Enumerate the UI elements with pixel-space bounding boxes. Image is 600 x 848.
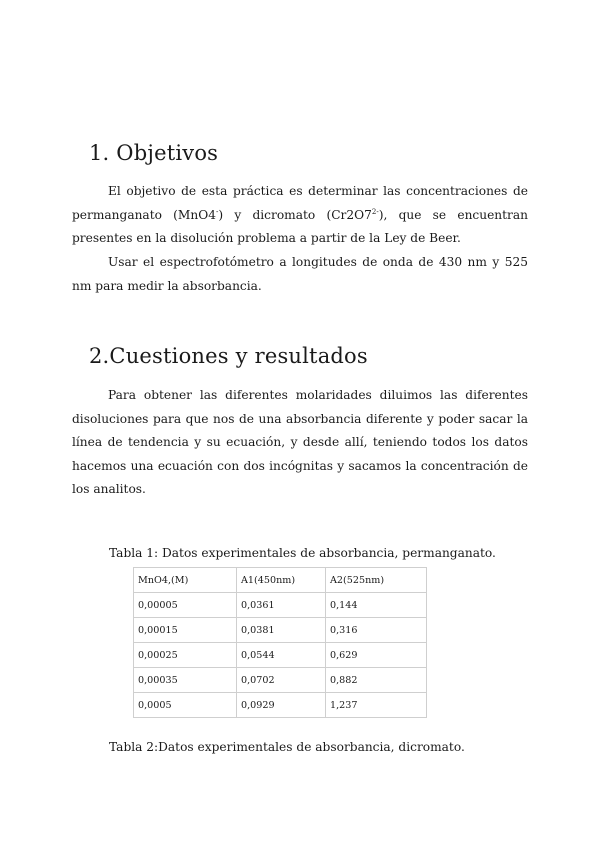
paragraph-text: ) y dicromato (Cr2O7 <box>218 207 372 222</box>
table-row <box>134 643 427 668</box>
table-cell: 0,629 <box>326 643 427 668</box>
table-cell: 0,0381 <box>237 618 326 643</box>
table-row <box>134 693 427 718</box>
table-cell: 0,882 <box>326 668 427 693</box>
table-cell: 0,00005 <box>134 593 237 618</box>
table-cell: 0,00025 <box>134 643 237 668</box>
table-cell: 0,0005 <box>134 693 237 718</box>
objetivos-paragraph-1 <box>72 180 528 251</box>
table2-caption: Tabla 2:Datos experimentales de absorbancia, dicromato. <box>109 740 465 754</box>
table-cell: 0,0361 <box>237 593 326 618</box>
objetivos-paragraph-2: Usar el espectrofotómetro a longitudes de onda de 430 nm y 525 nm para medir la absorbancia. <box>72 255 528 293</box>
table-row <box>134 593 427 618</box>
table-header-cell: A1(450nm) <box>237 568 326 593</box>
table-cell: 1,237 <box>326 693 427 718</box>
table-row <box>134 618 427 643</box>
table-cell: 0,00035 <box>134 668 237 693</box>
section-title-objetivos: 1. Objetivos <box>89 141 219 165</box>
table-cell: 0,316 <box>326 618 427 643</box>
table-header-cell: MnO4,(M) <box>134 568 237 593</box>
table-cell: 0,0544 <box>237 643 326 668</box>
table-cell: 0,0929 <box>237 693 326 718</box>
table-header-cell: A2(525nm) <box>326 568 427 593</box>
table-cell: 0,0702 <box>237 668 326 693</box>
superscript-charge: - <box>216 207 219 216</box>
paragraph-text: ), que se encuentran presentes en la disolución problema a partir de la Ley de Beer. <box>72 207 528 245</box>
table-row <box>134 668 427 693</box>
section-title-cuestiones: 2.Cuestiones y resultados <box>89 344 368 368</box>
table-header-row <box>134 568 427 593</box>
table1-caption: Tabla 1: Datos experimentales de absorbancia, permanganato. <box>109 546 496 560</box>
table-cell: 0,144 <box>326 593 427 618</box>
paragraph-text: El objetivo de esta práctica es determinar las concentraciones de permanganato (MnO4 <box>72 184 528 222</box>
superscript-charge: 2- <box>371 207 379 216</box>
table-cell: 0,00015 <box>134 618 237 643</box>
cuestiones-paragraph-1: Para obtener las diferentes molaridades diluimos las diferentes disoluciones para que nos de una absorbancia diferente y poder sacar la línea de tendencia y su ecuación, y desde allí, teniendo todos los datos hacemos una ecuación con dos incógnitas y sacamos la concentración de los analitos. <box>72 388 528 496</box>
absorbance-table-permanganato <box>133 567 427 718</box>
